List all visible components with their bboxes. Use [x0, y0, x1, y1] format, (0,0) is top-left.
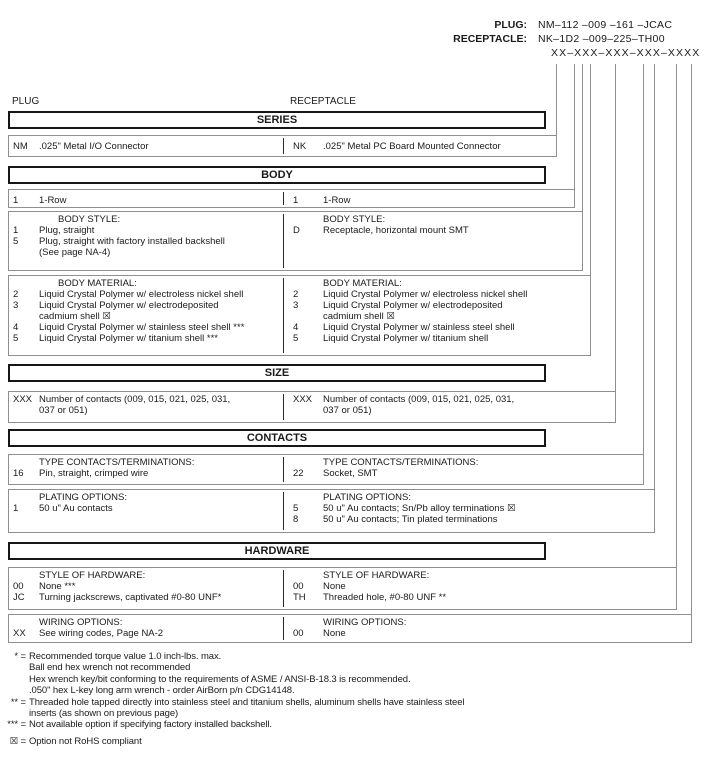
footnote-line	[3, 651, 705, 662]
option-row	[293, 289, 549, 300]
footnote-marker: * =	[14, 651, 26, 662]
option-text: Plug, straight	[39, 225, 95, 236]
block-body-material	[8, 275, 591, 356]
option-code: 4	[13, 322, 19, 333]
block-body-style	[8, 211, 583, 271]
option-code: 5	[13, 333, 19, 344]
footnote-marker: *** =	[7, 719, 26, 731]
option-text: Pin, straight, crimped wire	[39, 468, 149, 479]
option-code	[13, 405, 39, 416]
option-row	[293, 581, 549, 592]
option-row	[13, 468, 279, 479]
option-text: Number of contacts (009, 015, 021, 025, 031,	[323, 394, 515, 405]
group-heading: PLATING OPTIONS:	[323, 492, 411, 503]
option-text: 037 or 051)	[323, 405, 372, 416]
option-code: 1	[13, 195, 19, 206]
footnote-line	[3, 697, 705, 708]
option-code: NK	[293, 141, 307, 152]
group-heading: BODY MATERIAL:	[58, 278, 137, 289]
option-row	[293, 141, 549, 152]
option-text: None ***	[39, 581, 76, 592]
option-text: See wiring codes, Page NA-2	[39, 628, 164, 639]
footnote-line	[3, 708, 705, 719]
option-code: 5	[293, 503, 299, 514]
footnote-text: Threaded hole tapped directly into stainless steel and titanium shells, aluminum shells have stainless steel	[29, 696, 465, 708]
option-row	[293, 311, 549, 322]
option-code: 5	[293, 333, 299, 344]
option-row	[293, 405, 549, 416]
option-code: 1	[13, 225, 19, 236]
option-code: XXX	[13, 394, 33, 405]
option-code: 8	[293, 514, 299, 525]
option-text: Turning jackscrews, captivated #0-80 UNF*	[39, 592, 222, 603]
block-size	[8, 391, 616, 423]
block-wiring-options	[8, 614, 692, 643]
option-row	[293, 592, 549, 603]
block-series	[8, 135, 557, 157]
option-code: 1	[293, 195, 299, 206]
option-code: 1	[13, 503, 19, 514]
block-body-row	[8, 189, 575, 208]
option-text: Socket, SMT	[323, 468, 378, 479]
leader-line-body-material	[590, 64, 591, 275]
group-heading: WIRING OPTIONS:	[39, 617, 123, 628]
part-number-plug-value: NM–112 –009 –161 –JCAC	[538, 19, 673, 31]
block-contacts-type	[8, 454, 644, 485]
footnote-marker	[3, 685, 26, 696]
option-row	[13, 581, 279, 592]
footnote-text: Not available option if specifying factory installed backshell.	[29, 719, 272, 731]
group-heading: TYPE CONTACTS/TERMINATIONS:	[323, 457, 479, 468]
option-text: Threaded hole, #0-80 UNF **	[323, 592, 447, 603]
footnote-line	[3, 662, 705, 673]
column-divider	[283, 492, 284, 530]
section-header-contacts: CONTACTS	[8, 429, 546, 447]
option-row	[293, 468, 549, 479]
option-text: Liquid Crystal Polymer w/ stainless steel shell	[323, 322, 515, 333]
option-text: Liquid Crystal Polymer w/ electrodeposited	[39, 300, 219, 311]
option-row	[13, 300, 279, 311]
footnotes	[3, 651, 705, 747]
option-text: 50 u" Au contacts; Sn/Pb alloy terminations ☒	[323, 503, 516, 514]
option-text: cadmium shell ☒	[323, 311, 395, 322]
option-code	[13, 311, 39, 322]
option-row	[13, 628, 279, 639]
option-code	[293, 311, 323, 322]
option-row	[293, 628, 549, 639]
block-hardware-style	[8, 567, 677, 610]
option-text: .025" Metal PC Board Mounted Connector	[323, 141, 501, 152]
option-code: TH	[293, 592, 306, 603]
option-code: JC	[13, 592, 25, 603]
footnote-marker: ** =	[10, 696, 26, 708]
group-heading: PLATING OPTIONS:	[39, 492, 127, 503]
option-row	[13, 195, 279, 206]
footnote-marker	[3, 708, 26, 719]
option-code: NM	[13, 141, 28, 152]
option-row	[293, 300, 549, 311]
footnote-marker	[3, 662, 26, 673]
option-code	[293, 405, 323, 416]
option-row	[13, 289, 279, 300]
option-text: Liquid Crystal Polymer w/ electroless nickel shell	[39, 289, 244, 300]
option-row	[13, 333, 279, 344]
option-row	[13, 247, 279, 258]
column-divider	[283, 278, 284, 353]
option-code: 2	[293, 289, 299, 300]
option-text: Receptacle, horizontal mount SMT	[323, 225, 469, 236]
option-text: Plug, straight with factory installed backshell	[39, 236, 225, 247]
column-divider	[283, 192, 284, 205]
option-row	[13, 503, 279, 514]
group-heading: TYPE CONTACTS/TERMINATIONS:	[39, 457, 195, 468]
footnote-line	[3, 719, 705, 730]
option-row	[13, 394, 279, 405]
option-code: 3	[13, 300, 19, 311]
leader-line-wiring	[691, 64, 692, 614]
option-text: 50 u" Au contacts	[39, 503, 113, 514]
rohs-icon: ☒ =	[9, 735, 26, 747]
group-heading: BODY MATERIAL:	[323, 278, 402, 289]
part-number-mask: XX–XXX–XXX–XXX–XXXX	[551, 47, 701, 59]
group-heading: STYLE OF HARDWARE:	[323, 570, 430, 581]
option-text: cadmium shell ☒	[39, 311, 111, 322]
option-row	[13, 405, 279, 416]
option-text: 1-Row	[39, 195, 67, 206]
option-code: XXX	[293, 394, 313, 405]
column-divider	[283, 214, 284, 268]
section-header-hardware: HARDWARE	[8, 542, 546, 560]
block-plating-options	[8, 489, 655, 533]
option-row	[293, 195, 549, 206]
footnote-line	[3, 736, 705, 747]
footnote-text: .050" hex L-key long arm wrench - order AirBorn p/n CDG14148.	[29, 685, 295, 697]
option-code: 00	[293, 628, 304, 639]
option-text: None	[323, 628, 346, 639]
option-row	[293, 225, 549, 236]
column-divider	[283, 394, 284, 420]
part-number-receptacle-label: RECEPTACLE:	[453, 33, 527, 45]
option-text: 037 or 051)	[39, 405, 88, 416]
option-code: 00	[293, 581, 304, 592]
footnote-line	[3, 685, 705, 696]
option-row	[13, 311, 279, 322]
section-header-body: BODY	[8, 166, 546, 184]
option-code: 3	[293, 300, 299, 311]
group-heading: BODY STYLE:	[323, 214, 386, 225]
footnote-text: Option not RoHS compliant	[29, 735, 142, 747]
column-divider	[283, 457, 284, 482]
group-heading: WIRING OPTIONS:	[323, 617, 407, 628]
footnote-text: Ball end hex wrench not recommended	[29, 662, 191, 674]
option-text: Liquid Crystal Polymer w/ electrodeposited	[323, 300, 503, 311]
option-code: 00	[13, 581, 24, 592]
option-text: Liquid Crystal Polymer w/ stainless steel shell ***	[39, 322, 245, 333]
option-text: 1-Row	[323, 195, 351, 206]
group-heading: BODY STYLE:	[58, 214, 121, 225]
option-text: Liquid Crystal Polymer w/ electroless nickel shell	[323, 289, 528, 300]
footnote-text: inserts (as shown on previous page)	[29, 708, 179, 720]
part-number-receptacle-value: NK–1D2 –009–225–TH00	[538, 33, 665, 45]
option-row	[293, 322, 549, 333]
leader-line-body-style	[582, 64, 583, 211]
option-text: (See page NA-4)	[39, 247, 111, 258]
footnote-marker	[3, 674, 26, 685]
leader-line-plating	[654, 64, 655, 489]
option-row	[13, 141, 279, 152]
column-divider	[283, 617, 284, 640]
option-row	[13, 225, 279, 236]
option-code: 22	[293, 468, 304, 479]
option-code: 4	[293, 322, 299, 333]
option-text: None	[323, 581, 346, 592]
part-number-plug-label: PLUG:	[494, 19, 527, 31]
option-row	[293, 333, 549, 344]
option-text: .025" Metal I/O Connector	[39, 141, 149, 152]
option-text: 50 u" Au contacts; Tin plated terminations	[323, 514, 498, 525]
leader-line-contacts-type	[643, 64, 644, 454]
option-code: XX	[13, 628, 26, 639]
section-header-series: SERIES	[8, 111, 546, 129]
option-row	[293, 503, 549, 514]
leader-line-series	[556, 64, 557, 135]
option-code: D	[293, 225, 300, 236]
group-heading: STYLE OF HARDWARE:	[39, 570, 146, 581]
footnote-line	[3, 674, 705, 685]
option-row	[13, 322, 279, 333]
leader-line-size	[615, 64, 616, 391]
footnote-text: Recommended torque value 1.0 inch-lbs. max.	[29, 651, 222, 662]
option-text: Liquid Crystal Polymer w/ titanium shell	[323, 333, 489, 344]
option-code: 16	[13, 468, 24, 479]
column-label-plug: PLUG	[12, 96, 40, 107]
leader-line-hardware-style	[676, 64, 677, 567]
option-text: Liquid Crystal Polymer w/ titanium shell ***	[39, 333, 218, 344]
option-code: 5	[13, 236, 19, 247]
column-divider	[283, 570, 284, 607]
leader-line-body-row	[574, 64, 575, 189]
footnote-text: Hex wrench key/bit conforming to the requirements of ASME / ANSI-B-18.3 is recommended.	[29, 673, 411, 685]
option-row	[13, 592, 279, 603]
option-row	[293, 394, 549, 405]
column-divider	[283, 138, 284, 154]
column-label-receptacle: RECEPTACLE	[290, 96, 356, 107]
option-code: 2	[13, 289, 19, 300]
option-code	[13, 247, 39, 258]
option-row	[293, 514, 549, 525]
option-text: Number of contacts (009, 015, 021, 025, 031,	[39, 394, 231, 405]
option-row	[13, 236, 279, 247]
section-header-size: SIZE	[8, 364, 546, 382]
